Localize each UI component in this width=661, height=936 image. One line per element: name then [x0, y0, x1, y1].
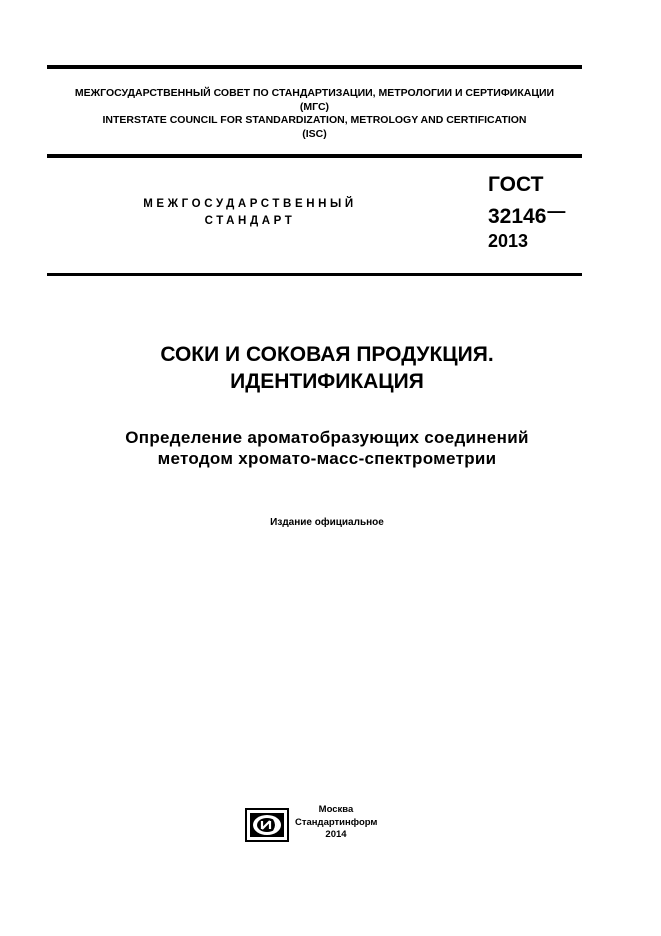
document-subtitle — [47, 427, 607, 469]
council-name-ru: МЕЖГОСУДАРСТВЕННЫЙ СОВЕТ ПО СТАНДАРТИЗАЦИИ, МЕТРОЛОГИИ И СЕРТИФИКАЦИИ — [74, 87, 555, 99]
standard-type — [120, 196, 380, 230]
standard-designation — [488, 172, 565, 252]
subtitle-line2: методом хромато-масс-спектрометрии — [157, 449, 497, 468]
imprint-year: 2014 — [325, 829, 347, 840]
middle-rule — [47, 154, 582, 158]
imprint — [295, 804, 377, 842]
council-header — [47, 87, 582, 141]
subtitle-line1: Определение ароматобразующих соединений — [125, 428, 529, 447]
designation-number-line — [488, 198, 565, 230]
designation-number: 32146 — [488, 205, 547, 228]
standartinform-logo-icon — [245, 808, 289, 842]
designation-dash: — — [547, 201, 566, 221]
document-title — [47, 341, 607, 395]
title-line2: ИДЕНТИФИКАЦИЯ — [230, 370, 424, 393]
title-line1: СОКИ И СОКОВАЯ ПРОДУКЦИЯ. — [160, 343, 494, 366]
designation-year: 2013 — [488, 231, 529, 251]
council-abbr-ru: (МГС) — [299, 100, 330, 113]
edition-label: Издание официальное — [270, 517, 384, 528]
designation-prefix: ГОСТ — [488, 173, 544, 196]
imprint-city: Москва — [318, 804, 354, 815]
council-abbr-en: (ISC) — [302, 127, 327, 140]
council-name-en: INTERSTATE COUNCIL FOR STANDARDIZATION, METROLOGY AND CERTIFICATION — [102, 114, 527, 126]
standard-type-line1: МЕЖГОСУДАРСТВЕННЫЙ — [143, 198, 357, 210]
imprint-publisher: Стандартинформ — [295, 816, 378, 828]
bottom-rule — [47, 273, 582, 276]
standard-type-line2: СТАНДАРТ — [204, 215, 296, 227]
top-rule — [47, 65, 582, 69]
